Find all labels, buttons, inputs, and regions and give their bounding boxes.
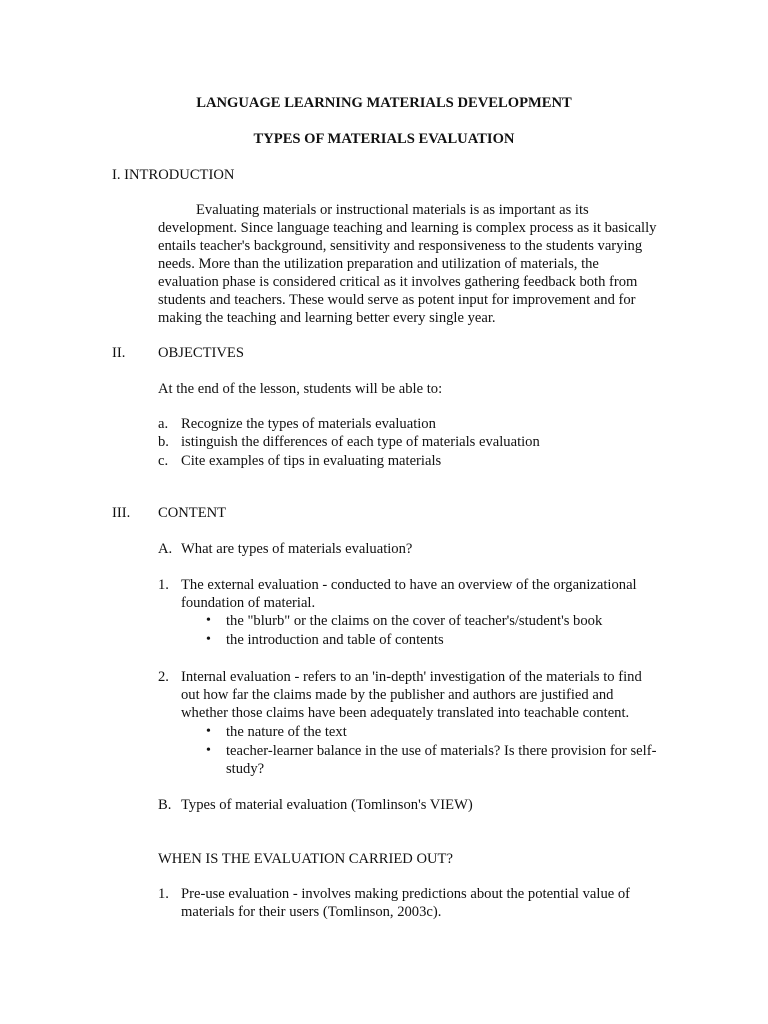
list-marker: 1. [158, 886, 169, 902]
paragraph-line: needs. More than the utilization preparation and utilization of materials, the [158, 256, 599, 272]
bullet-item: teacher-learner balance in the use of materials? Is there provision for self- [226, 743, 657, 759]
list-marker: a. [158, 416, 169, 432]
question-a: What are types of materials evaluation? [181, 541, 413, 557]
objectives-intro: At the end of the lesson, students will be able to: [158, 381, 443, 397]
pre-use-line: materials for their users (Tomlinson, 2003c). [181, 904, 442, 920]
section-content-numeral: III. [112, 505, 131, 521]
list-marker: A. [158, 541, 173, 557]
bullet-item: the introduction and table of contents [226, 632, 444, 648]
paragraph-line: students and teachers. These would serve as potent input for improvement and for [158, 292, 636, 308]
paragraph-line: entails teacher's background, sensitivity and responsiveness to the students varying [158, 238, 643, 254]
section-objectives-numeral: II. [112, 345, 126, 361]
internal-evaluation-line: Internal evaluation - refers to an 'in-depth' investigation of the materials to find [181, 669, 642, 685]
bullet-icon: • [206, 743, 211, 758]
bullet-icon: • [206, 724, 211, 739]
external-evaluation-line: foundation of material. [181, 595, 316, 611]
paragraph-line: Evaluating materials or instructional materials is as important as its [196, 202, 589, 218]
external-evaluation-line: The external evaluation - conducted to have an overview of the organizational [181, 577, 637, 593]
list-marker: c. [158, 453, 169, 469]
list-marker: 2. [158, 669, 169, 685]
bullet-item-continuation: study? [226, 761, 265, 777]
document-title: LANGUAGE LEARNING MATERIALS DEVELOPMENT [196, 95, 572, 111]
paragraph-line: making the teaching and learning better every single year. [158, 310, 496, 326]
internal-evaluation-line: whether those claims have been adequately translated into teachable content. [181, 705, 630, 721]
paragraph-line: development. Since language teaching and learning is complex process as it basically [158, 220, 657, 236]
section-introduction-heading: I. INTRODUCTION [112, 167, 235, 183]
when-heading: WHEN IS THE EVALUATION CARRIED OUT? [158, 851, 453, 867]
objective-item: istinguish the differences of each type of materials evaluation [181, 434, 540, 450]
list-marker: B. [158, 797, 172, 813]
objective-item: Cite examples of tips in evaluating materials [181, 453, 442, 469]
document-subtitle: TYPES OF MATERIALS EVALUATION [253, 131, 515, 147]
question-b: Types of material evaluation (Tomlinson's VIEW) [181, 797, 473, 813]
bullet-item: the nature of the text [226, 724, 347, 740]
bullet-icon: • [206, 613, 211, 628]
section-content-heading: CONTENT [158, 505, 227, 521]
bullet-icon: • [206, 632, 211, 647]
section-objectives-heading: OBJECTIVES [158, 345, 244, 361]
bullet-item: the "blurb" or the claims on the cover of teacher's/student's book [226, 613, 603, 629]
pre-use-line: Pre-use evaluation - involves making predictions about the potential value of [181, 886, 631, 902]
objective-item: Recognize the types of materials evaluation [181, 416, 436, 432]
paragraph-line: evaluation phase is considered critical as it involves gathering feedback both from [158, 274, 638, 290]
list-marker: 1. [158, 577, 169, 593]
list-marker: b. [158, 434, 169, 450]
internal-evaluation-line: out how far the claims made by the publisher and authors are justified and [181, 687, 614, 703]
